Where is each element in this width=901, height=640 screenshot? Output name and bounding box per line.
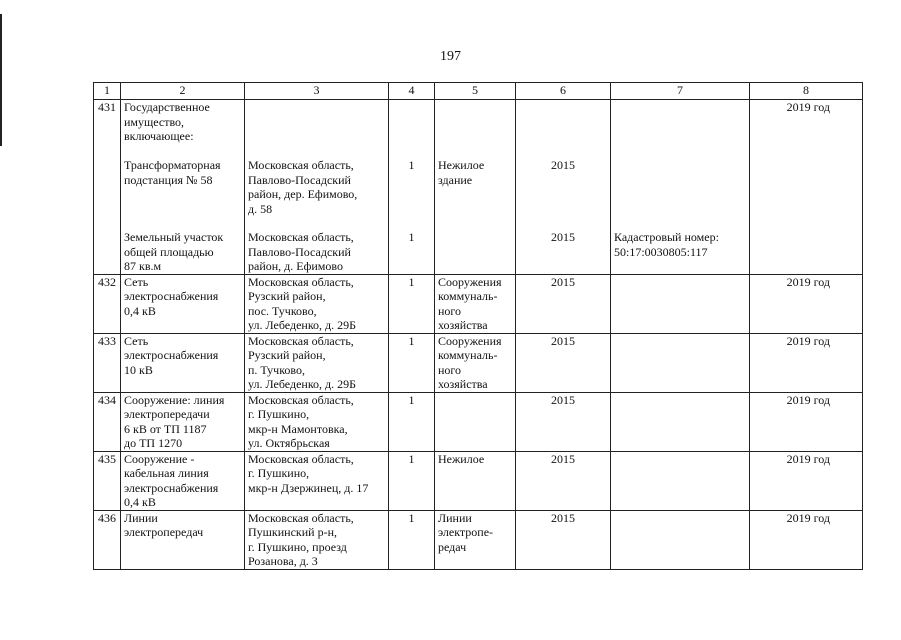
note-cell — [611, 392, 750, 451]
address-cell: Московская область, Павлово-Посадский район, дер. Ефимово, д. 58 Московская область, Павлово-Посадский район, д. Ефимово — [245, 100, 389, 275]
column-header: 5 — [435, 83, 516, 100]
address-cell: Московская область, Рузский район, пос. Тучково, ул. Лебеденко, д. 29Б — [245, 274, 389, 333]
address-cell: Московская область, г. Пушкино, мкр-н Мамонтовка, ул. Октябрьская — [245, 392, 389, 451]
year-cell: 2015 — [516, 333, 611, 392]
table-row — [94, 510, 863, 569]
type-cell: Сооружения коммуналь- ного хозяйства — [435, 333, 516, 392]
quantity-cell: 1 — [389, 392, 435, 451]
table-row — [94, 274, 863, 333]
row-number: 431 — [94, 100, 121, 275]
property-table — [93, 82, 863, 570]
plan-year-cell: 2019 год — [750, 274, 863, 333]
column-header: 4 — [389, 83, 435, 100]
quantity-cell: 1 — [389, 274, 435, 333]
type-cell: Нежилое — [435, 451, 516, 510]
address-cell: Московская область, Рузский район, п. Тучково, ул. Лебеденко, д. 29Б — [245, 333, 389, 392]
address-cell: Московская область, Пушкинский р-н, г. Пушкино, проезд Розанова, д. 3 — [245, 510, 389, 569]
plan-year-cell: 2019 год — [750, 392, 863, 451]
year-cell: 2015 — [516, 510, 611, 569]
page-number: 197 — [440, 49, 461, 64]
column-header: 7 — [611, 83, 750, 100]
table-row — [94, 392, 863, 451]
object-name-cell: Государственное имущество, включающее: Трансформаторная подстанция № 58 Земельный участок общей площадью 87 кв.м — [121, 100, 245, 275]
address-cell: Московская область, г. Пушкино, мкр-н Дзержинец, д. 17 — [245, 451, 389, 510]
object-name-cell: Линии электропередач — [121, 510, 245, 569]
note-cell — [611, 274, 750, 333]
plan-year-cell: 2019 год — [750, 451, 863, 510]
plan-year-cell: 2019 год — [750, 100, 863, 275]
row-number: 436 — [94, 510, 121, 569]
note-cell — [611, 510, 750, 569]
object-name-cell: Сеть электроснабжения 0,4 кВ — [121, 274, 245, 333]
year-cell: 2015 — [516, 274, 611, 333]
type-cell — [435, 392, 516, 451]
quantity-cell: 1 — [389, 510, 435, 569]
left-margin-rule — [0, 14, 2, 146]
object-name-cell: Сеть электроснабжения 10 кВ — [121, 333, 245, 392]
row-number: 433 — [94, 333, 121, 392]
column-header: 8 — [750, 83, 863, 100]
object-name-cell: Сооружение - кабельная линия электроснабжения 0,4 кВ — [121, 451, 245, 510]
row-number: 435 — [94, 451, 121, 510]
column-header: 3 — [245, 83, 389, 100]
table-row — [94, 333, 863, 392]
object-name-cell: Сооружение: линия электропередачи 6 кВ от ТП 1187 до ТП 1270 — [121, 392, 245, 451]
year-cell: 2015 2015 — [516, 100, 611, 275]
column-header: 6 — [516, 83, 611, 100]
table-header-row — [94, 83, 863, 100]
table-row — [94, 451, 863, 510]
quantity-cell: 1 1 — [389, 100, 435, 275]
column-header: 1 — [94, 83, 121, 100]
quantity-cell: 1 — [389, 451, 435, 510]
column-header: 2 — [121, 83, 245, 100]
note-cell: Кадастровый номер: 50:17:0030805:117 — [611, 100, 750, 275]
plan-year-cell: 2019 год — [750, 333, 863, 392]
table-row — [94, 100, 863, 275]
year-cell: 2015 — [516, 451, 611, 510]
type-cell: Линии электропе- редач — [435, 510, 516, 569]
type-cell: Сооружения коммуналь- ного хозяйства — [435, 274, 516, 333]
note-cell — [611, 333, 750, 392]
note-cell — [611, 451, 750, 510]
type-cell: Нежилое здание — [435, 100, 516, 275]
row-number: 432 — [94, 274, 121, 333]
year-cell: 2015 — [516, 392, 611, 451]
plan-year-cell: 2019 год — [750, 510, 863, 569]
quantity-cell: 1 — [389, 333, 435, 392]
row-number: 434 — [94, 392, 121, 451]
